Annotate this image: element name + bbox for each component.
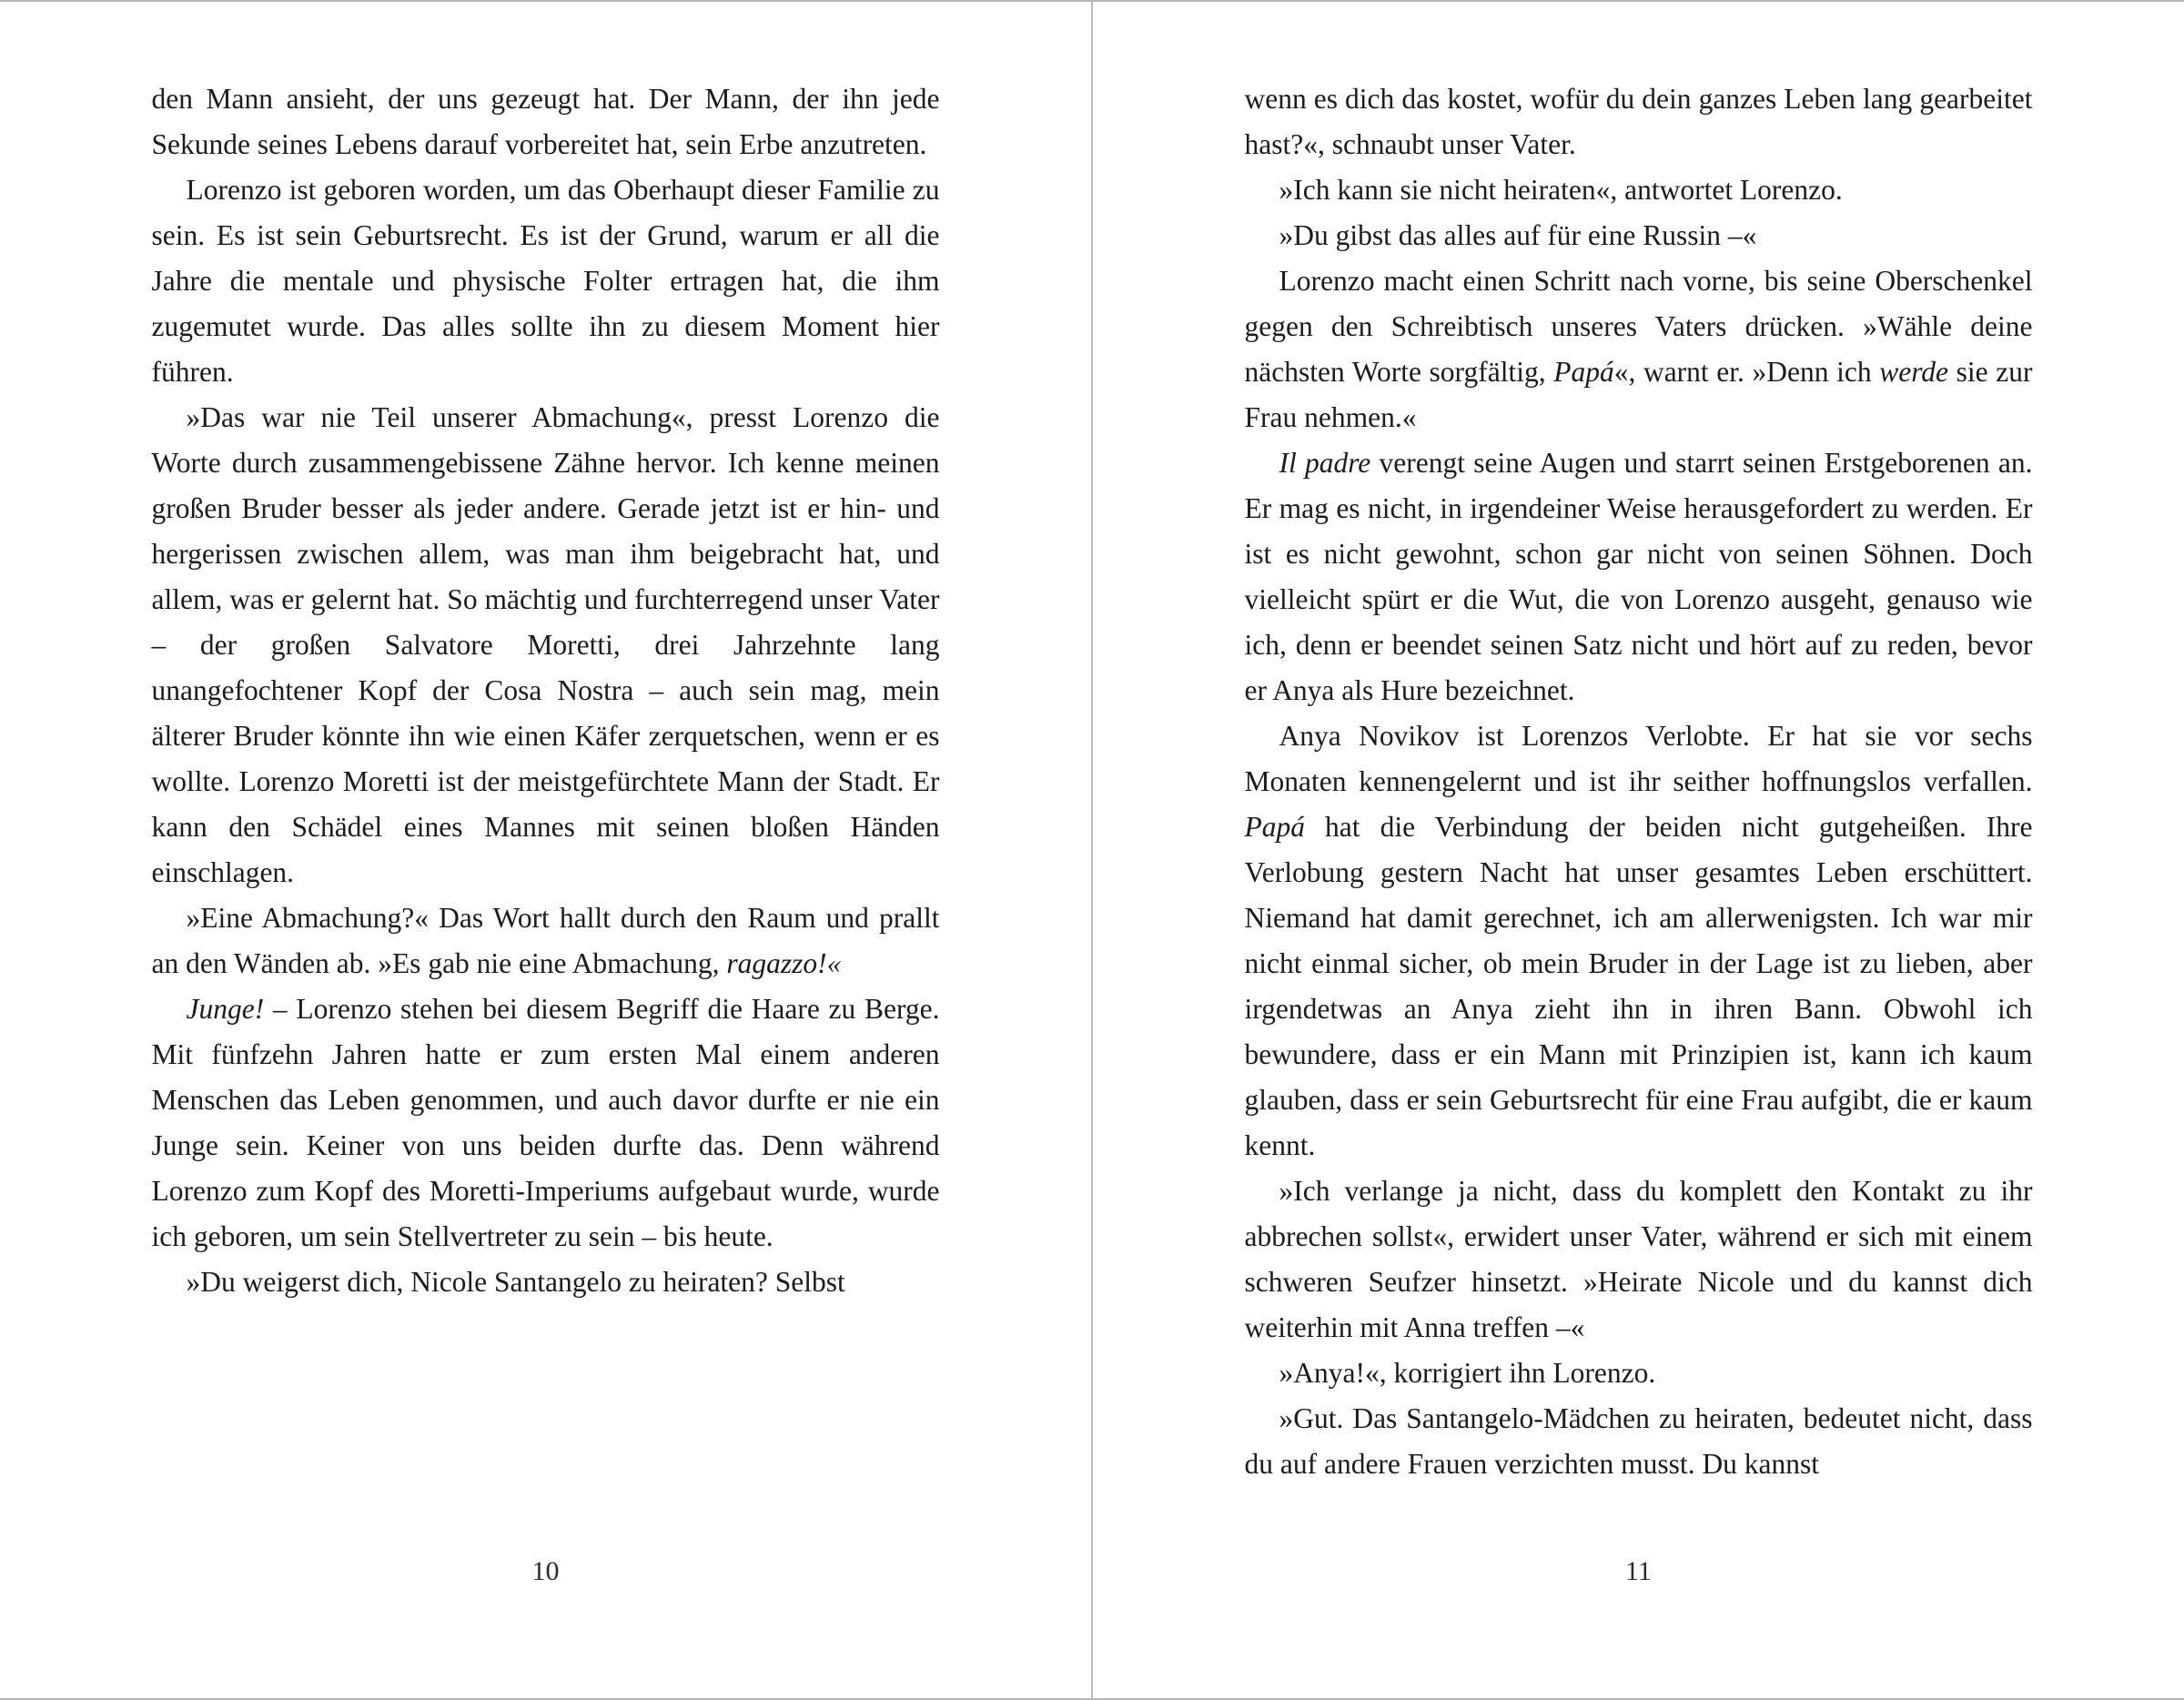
italic-text-segment: ragazzo!« xyxy=(726,947,842,979)
page-right xyxy=(1093,2,2184,1698)
page-right-text xyxy=(1245,2,2033,1487)
text-segment: »Du gibst das alles auf für eine Russin –« xyxy=(1279,219,1757,251)
italic-text-segment: Junge! xyxy=(186,993,265,1025)
italic-text-segment: werde xyxy=(1879,356,1949,388)
text-segment: sie zur Frau nehmen.« xyxy=(1244,356,2033,433)
page-number-left: 10 xyxy=(531,1556,560,1586)
text-segment: verengt seine Augen und starrt seinen Erstgeborenen an. Er mag es nicht, in irgendeiner Weise herausgefordert zu werden. Er ist es nicht gewohnt, schon gar nicht von seinen Söhnen. Doch vielleicht spürt er die Wut, die von Lorenzo ausgeht, genauso wie ich, denn er beendet seinen Satz nicht und hört auf zu reden, bevor er Anya als Hure bezeichnet. xyxy=(1244,447,2033,706)
text-segment: »Eine Abmachung?« Das Wort hallt durch den Raum und prallt an den Wänden ab. »Es gab nie eine Abmachung, xyxy=(151,902,940,979)
text-segment: Lorenzo macht einen Schritt nach vorne, bis seine Oberschenkel gegen den Schreibtisch unseres Vaters drücken. »Wähle deine nächsten Worte sorgfältig, xyxy=(1244,265,2033,388)
paragraph xyxy=(1245,213,2033,258)
paragraph xyxy=(1245,258,2033,440)
text-segment: Lorenzo ist geboren worden, um das Oberhaupt dieser Familie zu sein. Es ist sein Geburtsrecht. Es ist der Grund, warum er all die Jahre die mentale und physische Folter ertragen hat, die ihm zugemutet wurde. Das alles sollte ihn zu diesem Moment hier führen. xyxy=(151,174,940,388)
italic-text-segment: Il padre xyxy=(1279,447,1371,479)
paragraph xyxy=(152,896,940,987)
paragraph xyxy=(152,395,940,896)
paragraph xyxy=(1245,1351,2033,1396)
page-left xyxy=(0,2,1091,1698)
text-segment: – Lorenzo stehen bei diesem Begriff die Haare zu Berge. Mit fünfzehn Jahren hatte er zum ersten Mal einem anderen Menschen das Leben genommen, und auch davor durfte er nie ein Junge sein. Keiner von uns beiden durfte das. Denn während Lorenzo zum Kopf des Moretti-Imperiums aufgebaut wurde, wurde ich geboren, um sein Stellvertreter zu sein – bis heute. xyxy=(151,993,940,1252)
text-segment: hat die Verbindung der beiden nicht gutgeheißen. Ihre Verlobung gestern Nacht hat unser gesamtes Leben erschüttert. Niemand hat damit gerechnet, ich am allerwenigsten. Ich war mir nicht einmal sicher, ob mein Bruder in der Lage ist zu lieben, aber irgendetwas an Anya zieht ihn in ihren Bann. Obwohl ich bewundere, dass er ein Mann mit Prinzipien ist, kann ich kaum glauben, dass er sein Geburtsrecht für eine Frau aufgibt, die er kaum kennt. xyxy=(1244,811,2033,1161)
text-segment: «, warnt er. »Denn ich xyxy=(1613,356,1880,388)
italic-text-segment: Papá xyxy=(1244,811,1305,843)
paragraph xyxy=(152,1260,940,1305)
paragraph xyxy=(152,987,940,1260)
paragraph xyxy=(1245,76,2033,167)
italic-text-segment: Papá xyxy=(1553,356,1614,388)
paragraph xyxy=(1245,1169,2033,1351)
text-segment: »Ich verlange ja nicht, dass du komplett den Kontakt zu ihr abbrechen sollst«, erwidert unser Vater, während er sich mit einem schweren Seufzer hinsetzt. »Heirate Nicole und du kannst dich weiterhin mit Anna treffen –« xyxy=(1244,1175,2033,1343)
paragraph xyxy=(152,167,940,395)
paragraph xyxy=(1245,167,2033,213)
text-segment: »Ich kann sie nicht heiraten«, antwortet Lorenzo. xyxy=(1279,174,1843,206)
page-left-text xyxy=(152,2,940,1305)
text-segment: den Mann ansieht, der uns gezeugt hat. Der Mann, der ihn jede Sekunde seines Lebens darauf vorbereitet hat, sein Erbe anzutreten. xyxy=(151,83,940,160)
text-segment: »Du weigerst dich, Nicole Santangelo zu heiraten? Selbst xyxy=(186,1266,845,1298)
paragraph xyxy=(1245,440,2033,713)
text-segment: »Gut. Das Santangelo-Mädchen zu heiraten, bedeutet nicht, dass du auf andere Frauen verzichten musst. Du kannst xyxy=(1244,1402,2033,1480)
text-segment: »Anya!«, korrigiert ihn Lorenzo. xyxy=(1279,1357,1656,1389)
page-number-right: 11 xyxy=(1625,1556,1652,1586)
text-segment: Anya Novikov ist Lorenzos Verlobte. Er hat sie vor sechs Monaten kennengelernt und ist ihr seither hoffnungslos verfallen. xyxy=(1244,720,2033,797)
text-segment: »Das war nie Teil unserer Abmachung«, presst Lorenzo die Worte durch zusammengebissene Zähne hervor. Ich kenne meinen großen Bruder besser als jeder andere. Gerade jetzt ist er hin- und hergerissen zwischen allem, was man ihm beigebracht hat, und allem, was er gelernt hat. So mächtig und furchterregend unser Vater – der großen Salvatore Moretti, drei Jahrzehnte lang unangefochtener Kopf der Cosa Nostra – auch sein mag, mein älterer Bruder könnte ihn wie einen Käfer zerquetschen, wenn er es wollte. Lorenzo Moretti ist der meistgefürchtete Mann der Stadt. Er kann den Schädel eines Mannes mit seinen bloßen Händen einschlagen. xyxy=(151,401,940,888)
paragraph xyxy=(152,76,940,167)
paragraph xyxy=(1245,1396,2033,1487)
paragraph xyxy=(1245,713,2033,1169)
text-segment: wenn es dich das kostet, wofür du dein ganzes Leben lang gearbeitet hast?«, schnaubt unser Vater. xyxy=(1244,83,2033,160)
